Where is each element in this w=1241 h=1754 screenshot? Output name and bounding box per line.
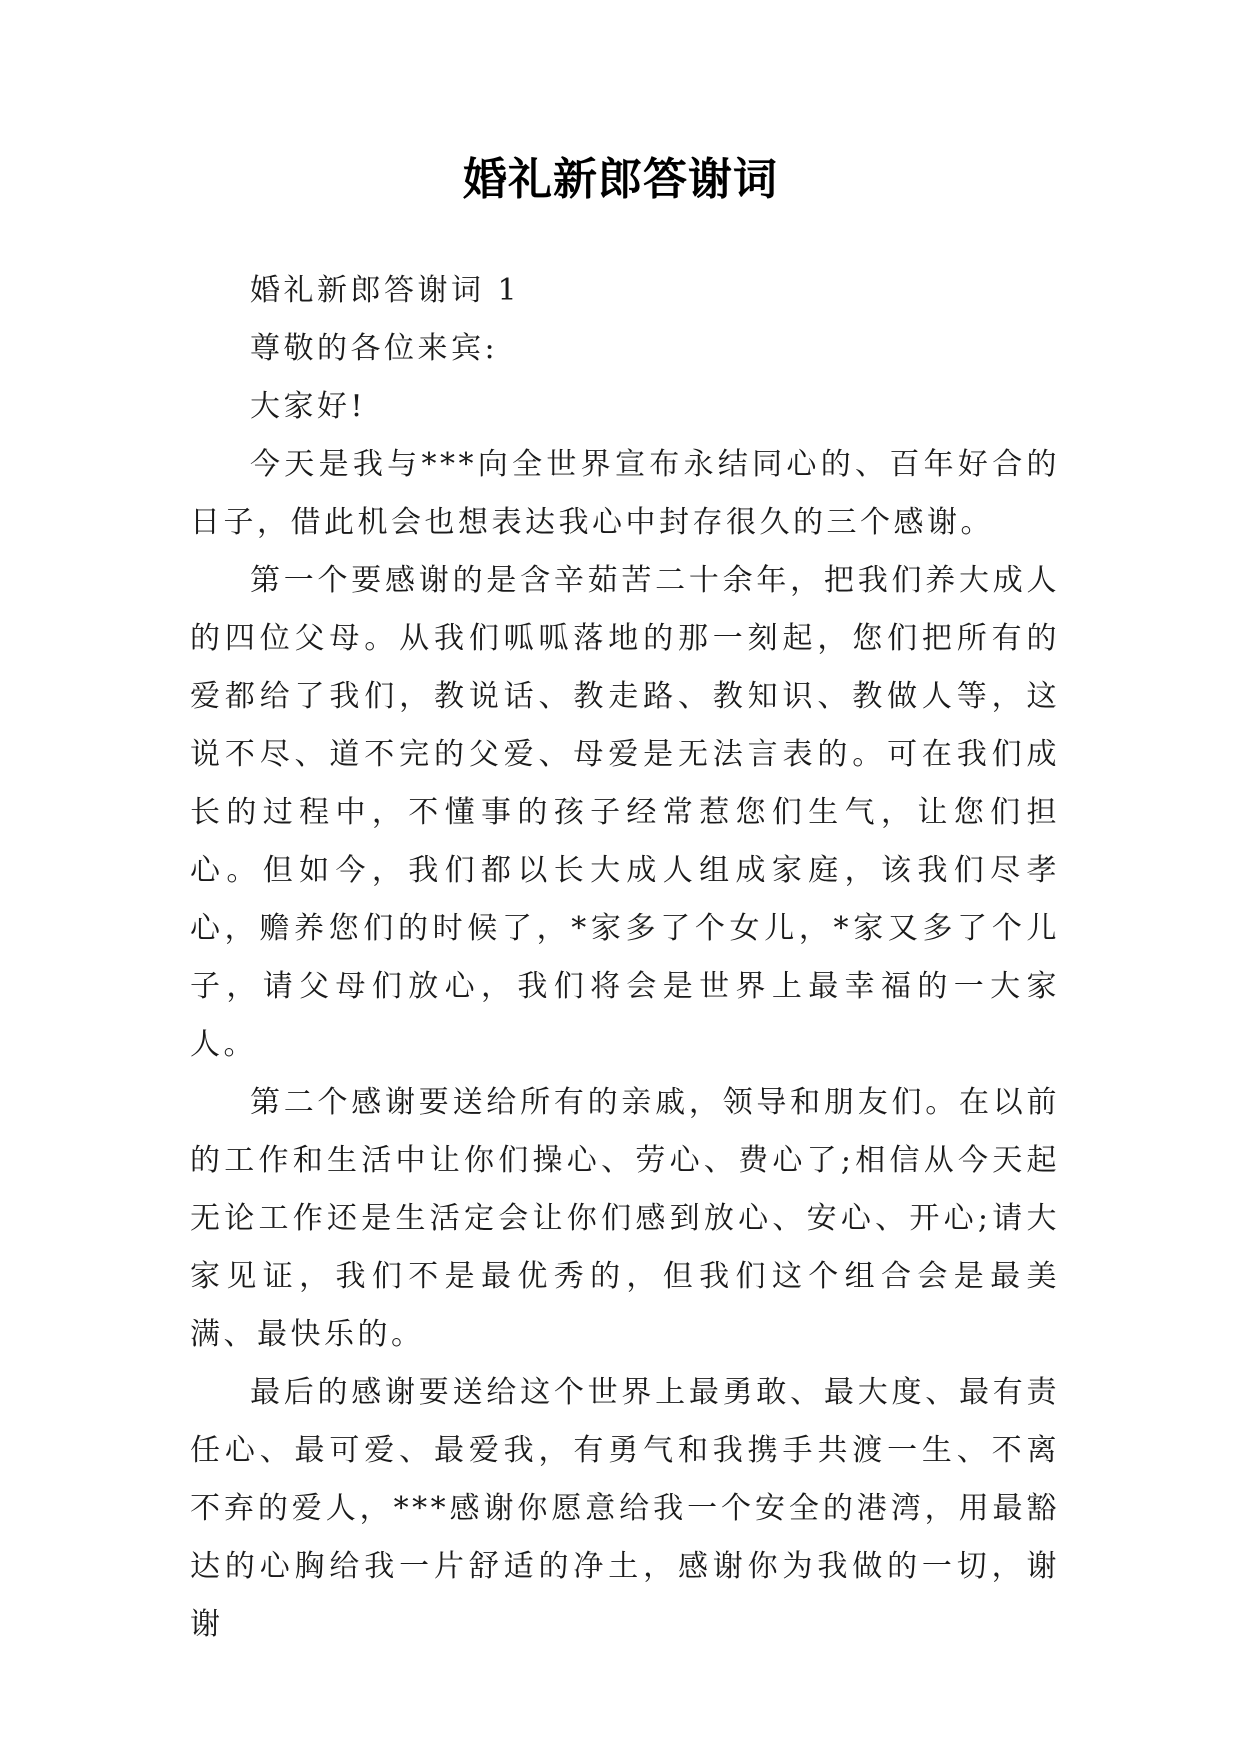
paragraph-intro: 今天是我与***向全世界宣布永结同心的、百年好合的日子，借此机会也想表达我心中封存很久的三个感谢。 (190, 447, 1060, 540)
paragraph-thanks-relatives: 第二个感谢要送给所有的亲戚，领导和朋友们。在以前的工作和生活中让你们操心、劳心、费心了;相信从今天起无论工作还是生活定会让你们感到放心、安心、开心;请大家见证，我们不是最优秀的，但我们这个组合会是最美满、最快乐的。 (190, 1085, 1060, 1352)
section-heading: 婚礼新郎答谢词 1 (250, 273, 521, 308)
greeting: 大家好! (250, 389, 367, 424)
document-body (190, 262, 1060, 1654)
paragraph-thanks-parents: 第一个要感谢的是含辛茹苦二十余年，把我们养大成人的四位父母。从我们呱呱落地的那一刻起，您们把所有的爱都给了我们，教说话、教走路、教知识、教做人等，这说不尽、道不完的父爱、母爱是无法言表的。可在我们成长的过程中，不懂事的孩子经常惹您们生气，让您们担心。但如今，我们都以长大成人组成家庭，该我们尽孝心，赡养您们的时候了，*家多了个女儿，*家又多了个儿子，请父母们放心，我们将会是世界上最幸福的一大家人。 (190, 563, 1060, 1062)
salutation: 尊敬的各位来宾: (250, 331, 499, 366)
document-title: 婚礼新郎答谢词 (463, 154, 778, 205)
paragraph-thanks-spouse: 最后的感谢要送给这个世界上最勇敢、最大度、最有责任心、最可爱、最爱我，有勇气和我携手共渡一生、不离不弃的爱人，***感谢你愿意给我一个安全的港湾，用最豁达的心胸给我一片舒适的净土，感谢你为我做的一切，谢谢 (190, 1375, 1060, 1642)
